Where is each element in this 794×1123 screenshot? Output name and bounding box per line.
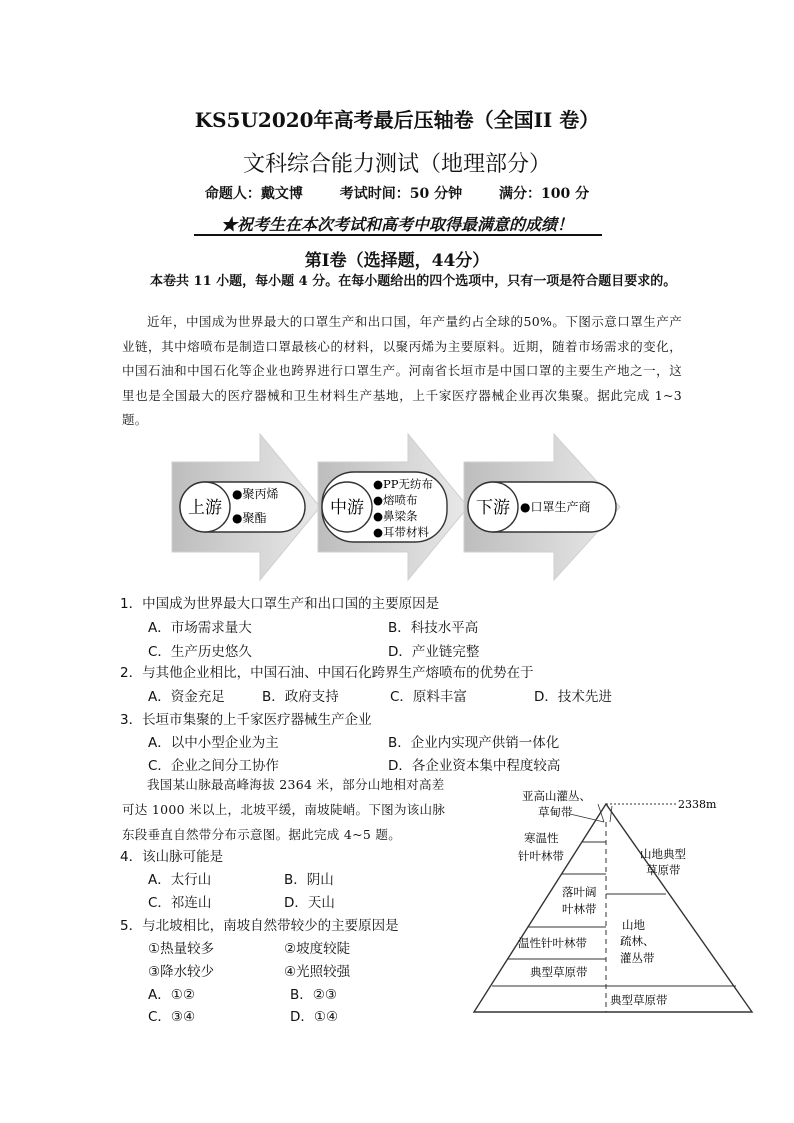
question-1-option-b: B．科技水平高 bbox=[388, 620, 479, 636]
zone-label-left: 温性针叶林带 bbox=[518, 936, 587, 950]
question-4-option-b: B．阴山 bbox=[284, 872, 334, 888]
question-2-option-b: B．政府支持 bbox=[262, 689, 339, 705]
question-5-option-a: A．①② bbox=[148, 987, 195, 1003]
midstream-item: ●耳带材料 bbox=[373, 525, 430, 539]
question-4-option-d: D．天山 bbox=[284, 895, 335, 911]
question-3-stem: 3．长垣市集聚的上千家医疗器械生产企业 bbox=[120, 712, 372, 728]
motto-underline bbox=[194, 234, 602, 236]
question-2-option-d: D．技术先进 bbox=[534, 689, 612, 705]
passage-mountain: 我国某山脉最高峰海拔 2364 米，部分山地相对高差可达 1000 米以上，北坡平缓，南坡陡峭。下图为该山脉东段垂直自然带分布示意图。据此完成 4~5 题。 bbox=[122, 777, 446, 842]
question-1-option-c: C．生产历史悠久 bbox=[148, 644, 252, 660]
motto: ★祝考生在本次考试和高考中取得最满意的成绩！ bbox=[220, 215, 573, 234]
question-2-stem: 2．与其他企业相比，中国石油、中国石化跨界生产熔喷布的优势在于 bbox=[120, 665, 534, 681]
zone-label-right: 山地 bbox=[622, 918, 645, 932]
page-subtitle: 文科综合能力测试（地理部分） bbox=[242, 152, 551, 177]
question-4-option-c: C．祁连山 bbox=[148, 895, 212, 911]
question-1-stem: 1．中国成为世界最大口罩生产和出口国的主要原因是 bbox=[120, 596, 440, 612]
question-4-stem: 4．该山脉可能是 bbox=[120, 849, 224, 865]
question-1-option-d: D．产业链完整 bbox=[388, 644, 480, 660]
question-3-option-d: D．各企业资本集中程度较高 bbox=[388, 758, 561, 774]
zone-label-left: 典型草原带 bbox=[530, 965, 588, 979]
section-heading: 第Ⅰ卷（选择题，44分） bbox=[304, 251, 490, 271]
zone-label-right: 典型草原带 bbox=[610, 993, 668, 1007]
zone-label-right: 疏林、 bbox=[620, 934, 655, 948]
zone-label-top: 亚高山灌丛、 bbox=[522, 789, 591, 803]
question-3-option-c: C．企业之间分工协作 bbox=[148, 758, 279, 774]
question-5-option-c: C．③④ bbox=[148, 1009, 196, 1025]
downstream-item: ●口罩生产商 bbox=[520, 500, 591, 514]
question-5-stem: 5．与北坡相比，南坡自然带较少的主要原因是 bbox=[120, 918, 399, 934]
question-2-option-a: A．资金充足 bbox=[148, 689, 225, 705]
page-title: KS5U2020年高考最后压轴卷（全国II 卷） bbox=[194, 108, 600, 132]
question-5-option-b: B．②③ bbox=[290, 987, 337, 1003]
downstream-label: 下游 bbox=[476, 498, 510, 518]
question-5-statement-4: ④光照较强 bbox=[284, 964, 351, 980]
mountain-outline bbox=[474, 804, 752, 1012]
upstream-item: ●聚丙烯 bbox=[232, 487, 279, 501]
author-label: 命题人：戴文博 bbox=[204, 186, 303, 202]
zone-label-left: 叶林带 bbox=[562, 902, 597, 916]
passage-mask-industry: 近年，中国成为世界最大的口罩生产和出口国，年产量约占全球的50%。下图示意口罩生产产业链，其中熔喷布是制造口罩最核心的材料，以聚丙烯为主要原料。近期，随着市场需求的变化，中国石油和中国石化等企业也跨界进行口罩生产。河南省长垣市是中国口罩的主要生产地之一，这里也是全国最大的医疗器械和卫生材料生产基地，上千家医疗器械企业再次集聚。据此完成 1~3 题。 bbox=[122, 314, 682, 427]
question-1-option-a: A．市场需求量大 bbox=[148, 620, 252, 636]
zone-label-right: 灌丛带 bbox=[620, 951, 655, 965]
midstream-item: ●PP无纺布 bbox=[373, 477, 434, 491]
question-5-statement-3: ③降水较少 bbox=[148, 964, 215, 980]
question-3-option-a: A．以中小型企业为主 bbox=[148, 735, 279, 751]
upstream-label: 上游 bbox=[188, 498, 222, 518]
midstream-label: 中游 bbox=[330, 498, 364, 518]
midstream-item: ●鼻梁条 bbox=[373, 509, 418, 523]
zone-label-right: 山地典型 bbox=[640, 847, 686, 861]
midstream-item: ●熔喷布 bbox=[373, 493, 418, 507]
question-5-statement-1: ①热量较多 bbox=[148, 941, 215, 957]
score-label: 满分：100 分 bbox=[499, 186, 590, 202]
zone-label-top: 草甸带 bbox=[538, 805, 573, 819]
upstream-item: ●聚酯 bbox=[232, 511, 267, 525]
section-description: 本卷共 11 小题，每小题 4 分。在每小题给出的四个选项中，只有一项是符合题目要求的。 bbox=[150, 274, 677, 289]
mountain-zonation-diagram bbox=[470, 782, 760, 1022]
exam-meta bbox=[0, 183, 794, 203]
question-4-option-a: A．太行山 bbox=[148, 872, 212, 888]
zone-label-left: 寒温性 bbox=[524, 831, 559, 845]
industry-chain-diagram bbox=[170, 432, 625, 582]
question-3-option-b: B．企业内实现产供销一体化 bbox=[388, 735, 560, 751]
zone-label-right: 草原带 bbox=[646, 863, 681, 877]
question-2-option-c: C．原料丰富 bbox=[390, 689, 467, 705]
time-label: 考试时间：50 分钟 bbox=[339, 186, 463, 202]
zone-label-left: 针叶林带 bbox=[518, 849, 564, 863]
question-5-option-d: D．①④ bbox=[290, 1009, 339, 1025]
zone-label-left: 落叶阔 bbox=[562, 885, 597, 899]
question-5-statement-2: ②坡度较陡 bbox=[284, 941, 351, 957]
peak-elevation: 2338m bbox=[678, 798, 717, 811]
